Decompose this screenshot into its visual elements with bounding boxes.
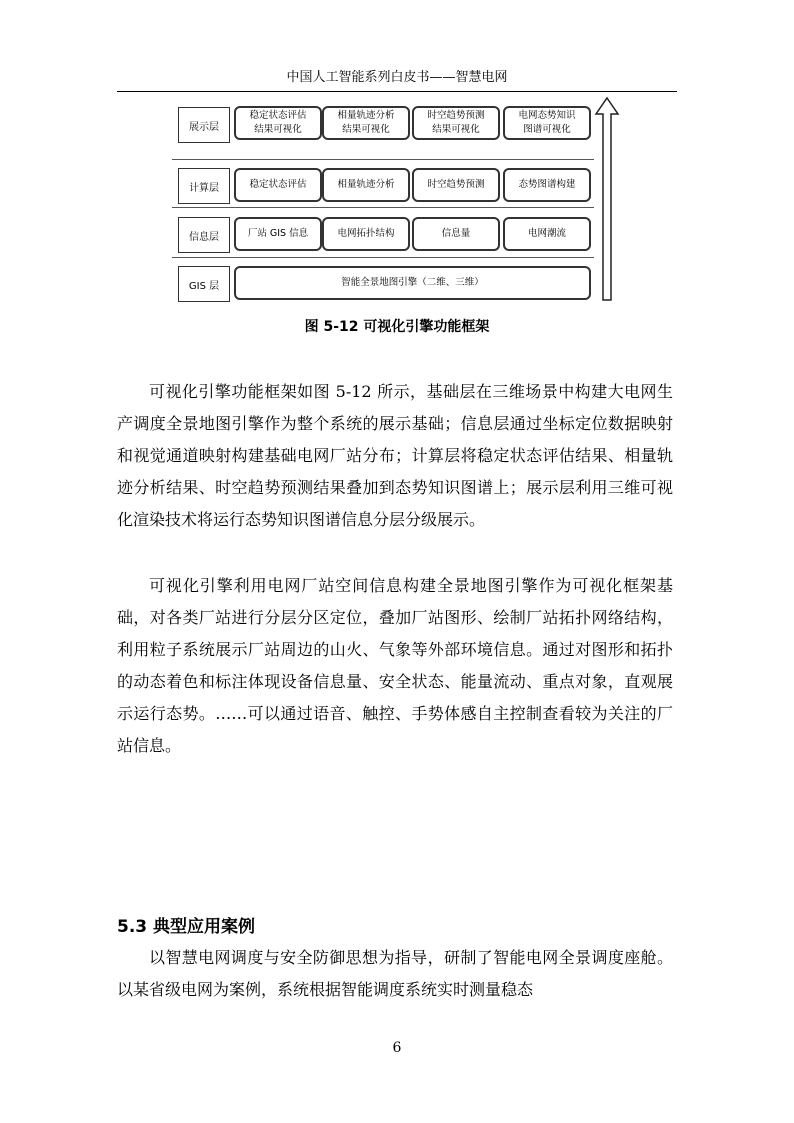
compute-cell: 稳定状态评估 — [234, 168, 322, 202]
upward-arrow-icon — [594, 96, 620, 306]
display-cell: 稳定状态评估 结果可视化 — [234, 106, 322, 140]
section-heading: 5.3 典型应用案例 — [117, 917, 256, 937]
display-cell: 电网态势知识 图谱可视化 — [503, 106, 591, 140]
display-cell: 时空趋势预测 结果可视化 — [412, 106, 500, 140]
info-cell: 信息量 — [412, 217, 500, 251]
layer-label-compute: 计算层 — [178, 168, 230, 204]
layer-label-display: 展示层 — [178, 107, 230, 143]
gis-engine-cell: 智能全景地图引擎（二维、三维） — [234, 266, 591, 300]
header-rule — [117, 91, 677, 92]
figure-caption: 图 5-12 可视化引擎功能框架 — [304, 319, 490, 335]
compute-cell: 时空趋势预测 — [412, 168, 500, 202]
compute-cell: 相量轨迹分析 — [322, 168, 410, 202]
info-cell: 厂站 GIS 信息 — [234, 217, 322, 251]
info-cell: 电网拓扑结构 — [322, 217, 410, 251]
layer-label-gis: GIS 层 — [178, 266, 230, 302]
display-cell: 相量轨迹分析 结果可视化 — [322, 106, 410, 140]
body-paragraph: 可视化引擎功能框架如图 5-12 所示，基础层在三维场景中构建大电网生产调度全景地图引擎作为整个系统的展示基础；信息层通过坐标定位数据映射和视觉通道映射构建基础电网厂站分布；计算层将稳定状态评估结果、相量轨迹分析结果、时空趋势预测结果叠加到态势知识图谱上；展示层利用三维可视化渲染技术将运行态势知识图谱信息分层分级展示。 — [117, 382, 673, 529]
body-paragraph: 可视化引擎利用电网厂站空间信息构建全景地图引擎作为可视化框架基础，对各类厂站进行分层分区定位，叠加厂站图形、绘制厂站拓扑网络结构，利用粒子系统展示厂站周边的山火、气象等外部环境信息。通过对图形和拓扑的动态着色和标注体现设备信息量、安全状态、能量流动、重点对象，直观展示运行态势。……可以通过语音、触控、手势体感自主控制查看较为关注的厂站信息。 — [117, 576, 673, 755]
body-paragraph: 以智慧电网调度与安全防御思想为指导，研制了智能电网全景调度座舱。以某省级电网为案例，系统根据智能调度系统实时测量稳态 — [117, 948, 673, 999]
page-number: 6 — [392, 1040, 402, 1056]
layer-label-info: 信息层 — [178, 217, 230, 253]
running-header: 中国人工智能系列白皮书——智慧电网 — [286, 70, 508, 85]
compute-cell: 态势图谱构建 — [503, 168, 591, 202]
info-cell: 电网潮流 — [503, 217, 591, 251]
